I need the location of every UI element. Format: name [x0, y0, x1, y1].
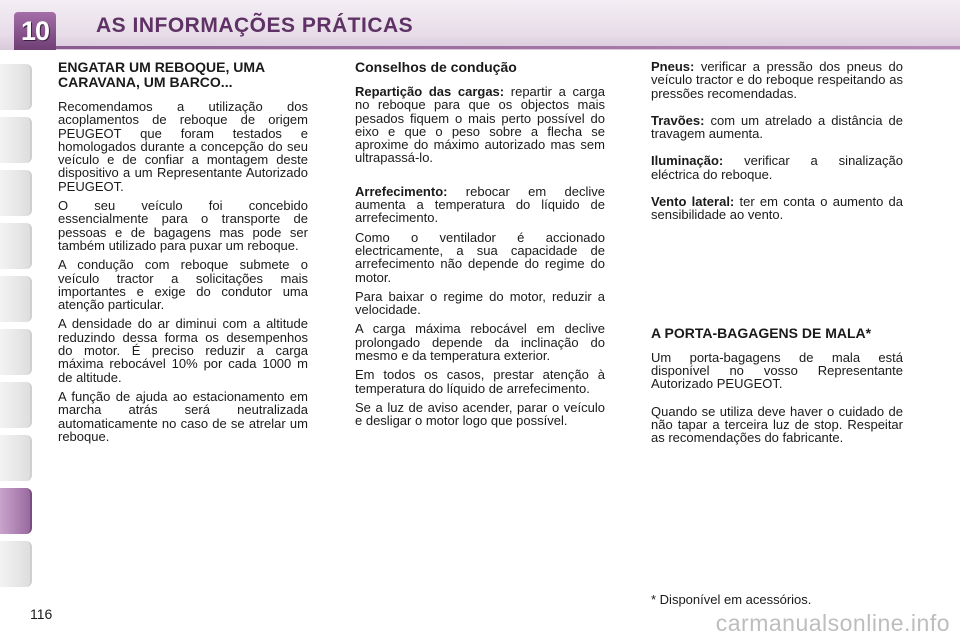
footnote: * Disponível em acessórios.	[651, 592, 812, 607]
paragraph: A condução com reboque submete o veículo tractor a solicitações mais importantes e exige do condutor uma atenção particular.	[58, 257, 308, 313]
text-cooling: rebocar em declive aumenta a temperatura do líquido de arrefecimento.	[355, 183, 605, 226]
chapter-tab[interactable]	[0, 382, 32, 428]
label-load-distribution: Repartição das cargas:	[355, 84, 505, 99]
paragraph-lighting	[651, 154, 903, 181]
chapter-tab[interactable]	[0, 117, 32, 163]
label-tyres: Pneus:	[651, 59, 695, 74]
paragraph-load-distribution	[355, 85, 605, 165]
chapter-tab[interactable]	[0, 64, 32, 110]
spacer	[651, 228, 903, 326]
label-side-wind: Vento lateral:	[651, 194, 735, 210]
text-load-distribution: repartir a carga no reboque para que os objectos mais pesados fiquem o mais perto possível do eixo e que o peso sobre a flecha se aproxime do máximo autorizado mas sem ultrapassá-lo.	[355, 84, 605, 166]
paragraph: Em todos os casos, prestar atenção à temperatura do líquido de arrefecimento.	[355, 367, 605, 396]
paragraph: A densidade do ar diminui com a altitude reduzindo dessa forma os desempenhos do motor. É preciso reduzir a carga máxima rebocável 10% por cada 1000 m de altitude.	[58, 316, 308, 385]
watermark: carmanualsonline.info	[715, 610, 950, 636]
paragraph: A carga máxima rebocável em declive prolongado depende da inclinação do mesmo e da temperatura exterior.	[355, 321, 605, 364]
paragraph: O seu veículo foi concebido essencialmente para o transporte de pessoas e de bagagens mas pode ser também utilizado para puxar um reboque.	[58, 198, 308, 253]
page-title: AS INFORMAÇÕES PRÁTICAS	[96, 14, 414, 37]
middle-column	[355, 60, 605, 434]
text-side-wind: ter em conta o aumento da sensibilidade ao vento.	[651, 194, 904, 223]
paragraph: A função de ajuda ao estacionamento em marcha atrás será neutralizada automaticamente no caso de se atrelar um reboque.	[58, 388, 308, 444]
section-heading-towing: ENGATAR UM REBOQUE, UMA CARAVANA, UM BARCO...	[58, 59, 265, 90]
header-divider	[40, 46, 960, 49]
chapter-tab[interactable]	[0, 223, 32, 269]
paragraph-brakes	[651, 114, 903, 141]
chapter-tab[interactable]	[0, 170, 32, 216]
right-column	[651, 60, 903, 450]
chapter-number-badge: 10	[14, 12, 56, 50]
paragraph: Recomendamos a utilização dos acoplamentos de reboque de origem PEUGEOT que foram testados e homologados durante a concepção do seu veículo e de confiar a montagem deste dispositivo a um Representante Autorizado PEUGEOT.	[58, 99, 308, 194]
paragraph: Quando se utiliza deve haver o cuidado de não tapar a terceira luz de stop. Respeitar as recomendações do fabricante.	[651, 403, 903, 446]
paragraph-tyres	[651, 60, 903, 100]
text-lighting: verificar a sinalização eléctrica do reboque.	[651, 153, 903, 182]
section-heading-driving-advice: Conselhos de condução	[355, 59, 517, 75]
text-tyres: verificar a pressão dos pneus do veículo tractor e do reboque respeitando as pressões recomendadas.	[651, 59, 903, 101]
paragraph: Se a luz de aviso acender, parar o veículo e desligar o motor logo que possível.	[355, 399, 605, 429]
section-heading-boot-rack: A PORTA-BAGAGENS DE MALA*	[651, 324, 872, 341]
text-brakes: com um atrelado a distância de travagem aumenta.	[651, 112, 903, 142]
chapter-tab-active[interactable]	[0, 488, 32, 534]
label-lighting: Iluminação:	[651, 153, 724, 169]
chapter-tabs	[0, 64, 34, 594]
label-brakes: Travões:	[651, 112, 705, 128]
chapter-tab[interactable]	[0, 276, 32, 322]
chapter-tab[interactable]	[0, 541, 32, 587]
paragraph: Como o ventilador é accionado electricamente, a sua capacidade de arrefecimento não depende do regime do motor.	[355, 229, 605, 285]
paragraph: Para baixar o regime do motor, reduzir a velocidade.	[355, 288, 605, 318]
label-cooling: Arrefecimento:	[355, 183, 448, 199]
paragraph-side-wind	[651, 195, 903, 222]
spacer	[355, 171, 605, 185]
chapter-tab[interactable]	[0, 329, 32, 375]
paragraph: Um porta-bagagens de mala está disponível no vosso Representante Autorizado PEUGEOT.	[651, 349, 903, 392]
page-number: 116	[30, 606, 53, 622]
paragraph-cooling	[355, 185, 605, 225]
chapter-tab[interactable]	[0, 435, 32, 481]
left-column	[58, 60, 308, 449]
